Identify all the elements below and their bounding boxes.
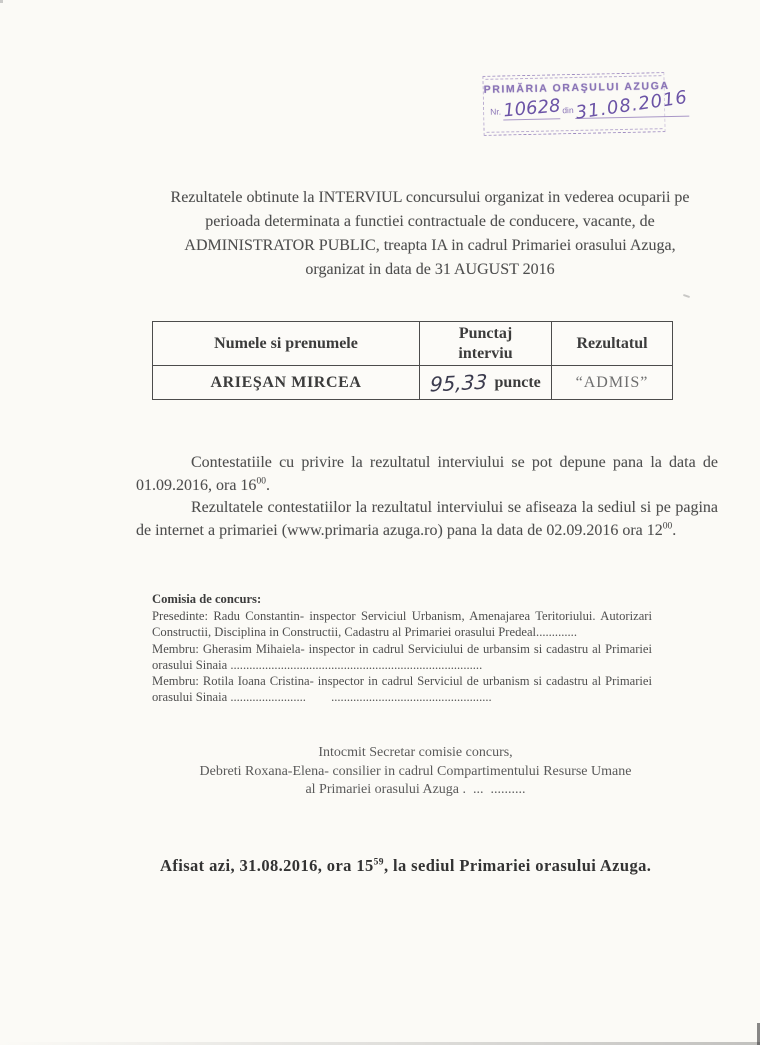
footer-superscript: 59 xyxy=(373,857,384,868)
results-table xyxy=(152,321,673,400)
secretary-block xyxy=(163,744,668,800)
header-score-line-2: interviu xyxy=(458,344,513,362)
commission-entry-member-1: Membru: Gherasim Mihaiela- inspector in cadrul Serviciului de urbansim si cadastru al Primariei orasului Sinaia ................................................................................ xyxy=(152,641,652,672)
table-row xyxy=(153,366,672,399)
title-line-3: ADMINISTRATOR PUBLIC, treapta IA in cadrul Primariei orasului Azuga, xyxy=(184,237,676,254)
result-value: “ADMIS” xyxy=(575,373,649,391)
paragraph-results-display xyxy=(136,497,718,542)
title-line-4: organizat in data de 31 AUGUST 2016 xyxy=(305,261,555,278)
footer-note xyxy=(160,856,651,876)
paragraph-results-display-superscript: 00 xyxy=(662,521,673,532)
paragraph-results-display-text: Rezultatele contestatiilor la rezultatul interviului se afiseaza la sediul si pe pagina de internet a primariei (www.primaria azuga.ro) pana la data de 02.09.2016 ora 12 xyxy=(136,499,718,539)
stamp-nr-label: Nr. xyxy=(490,106,502,117)
body-paragraphs xyxy=(136,452,718,542)
secretary-line-2: Debreti Roxana-Elena- consilier in cadrul Compartimentului Resurse Umane xyxy=(199,763,632,779)
stamp-din-label: din xyxy=(562,105,574,116)
header-name-column: Numele si prenumele xyxy=(153,322,420,365)
paragraph-contestations-superscript: 00 xyxy=(256,476,266,487)
commission-entry-president: Presedinte: Radu Constantin- inspector Serviciul Urbanism, Amenajarea Teritoriului. Autorizari Constructii, Disciplina in Constructii, Cadastru al Primariei orasului Predeal............. xyxy=(152,609,652,640)
document-title xyxy=(140,186,720,282)
stamp-number-field xyxy=(503,96,561,120)
footer-post: , la sediul Primariei orasului Azuga. xyxy=(383,856,652,875)
commission-heading: Comisia de concurs: xyxy=(152,592,262,606)
header-score-column xyxy=(420,322,552,365)
score-value-handwritten: 95,33 xyxy=(429,368,489,397)
stamp-handwritten-number: 10628 xyxy=(502,95,562,122)
score-unit-label: puncte xyxy=(494,373,541,391)
secretary-line-1: Intocmit Secretar comisie concurs, xyxy=(318,745,513,760)
header-result-column: Rezultatul xyxy=(576,334,648,352)
stamp-handwritten-date: 31.08.2016 xyxy=(574,86,690,124)
scan-speck xyxy=(683,294,690,298)
paragraph-results-display-end: . xyxy=(672,521,677,539)
scan-corner-speck xyxy=(0,0,3,3)
score-cell xyxy=(420,366,552,399)
title-line-2: perioada determinata a functiei contractuale de conducere, vacante, de xyxy=(205,213,655,230)
candidate-name: ARIEŞAN MIRCEA xyxy=(153,366,420,399)
table-header-row xyxy=(153,322,672,366)
footer-pre: Afisat azi, 31.08.2016, ora 15 xyxy=(160,856,374,875)
header-score-line-1: Punctaj xyxy=(458,324,513,342)
stamp-org-label: PRIMĂRIA ORAŞULUI AZUGA xyxy=(483,79,670,96)
commission-entry-member-2: Membru: Rotila Ioana Cristina- inspector in cadrul Serviciul de urbanism si cadastru al Primariei orasului Sinaia ........................ ................................................... xyxy=(152,674,652,705)
paragraph-contestations-text: Contestatiile cu privire la rezultatul interviului se pot depune pana la data de 01.09.2016, ora 16 xyxy=(136,454,718,494)
secretary-line-3: al Primariei orasului Azuga . ... .......... xyxy=(305,782,526,797)
registration-stamp xyxy=(482,72,690,136)
title-line-1: Rezultatele obtinute la INTERVIUL concursului organizat in vederea ocuparii pe xyxy=(170,189,690,206)
paragraph-contestations xyxy=(136,452,718,497)
stamp-date-field xyxy=(574,86,690,124)
paragraph-contestations-end: . xyxy=(265,476,270,494)
commission-section xyxy=(152,591,652,705)
